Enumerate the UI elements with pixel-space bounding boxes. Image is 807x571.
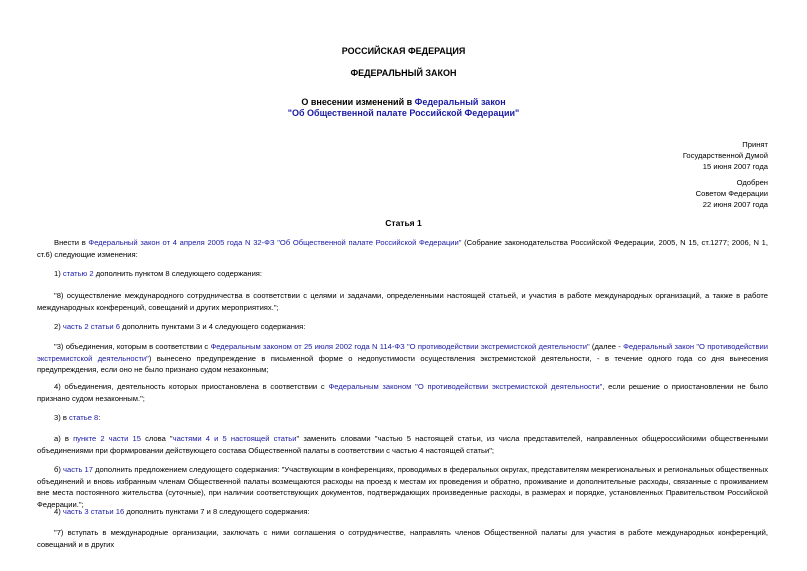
quote-point-8: "8) осуществление международного сотрудничества в соответствии с целями и задачами, определенными настоящей статьей, и участия в работе международных организаций, а также в работе международных конференций, совещаний и других мероприятиях."; (37, 291, 768, 312)
quote3-text-a: "3) объединения, которым в соответствии с (54, 342, 211, 351)
title-link-law-name[interactable]: "Об Общественной палате Российской Федерации" (287, 108, 520, 118)
approval-line1: Одобрен (736, 178, 768, 187)
title-prefix: О внесении изменений в (301, 97, 415, 107)
link-federal-law-32fz[interactable]: Федеральный закон от 4 апреля 2005 года N 32-ФЗ "Об Общественной палате Российской Федерации" (88, 238, 462, 247)
paragraph-intro (37, 237, 768, 260)
approval-line2: Советом Федерации (695, 189, 768, 198)
sub-a-text-a: а) в (54, 434, 74, 443)
quote3-text-c: ) вынесено предупреждение в письменной форме о недопустимости осуществления экстремистской деятельности, - в течение одного года со дня вынесения предупреждения, если оно не было признано судом незаконным; (37, 353, 768, 374)
article-title: Статья 1 (385, 218, 422, 228)
title-link-federal-law[interactable]: Федеральный закон (414, 97, 506, 107)
quote4-text-b: , если решение о приостановлении не было признано судом незаконным."; (37, 382, 769, 403)
country-heading: РОССИЙСКАЯ ФЕДЕРАЦИЯ (341, 46, 466, 56)
link-article-2[interactable]: статью 2 (62, 269, 94, 278)
approval-block (696, 177, 768, 210)
item-1 (37, 268, 768, 280)
adoption-date: 15 июня 2007 года (702, 162, 768, 171)
item4-text-b: дополнить пунктами 7 и 8 следующего содержания: (124, 507, 310, 516)
item2-text-b: дополнить пунктами 3 и 4 следующего содержания: (119, 322, 306, 331)
approval-date: 22 июня 2007 года (702, 200, 768, 209)
law-type-heading: ФЕДЕРАЛЬНЫЙ ЗАКОН (350, 68, 457, 78)
law-title (0, 97, 807, 119)
quote3-text-b: (далее - (589, 342, 624, 351)
item1-text-b: дополнить пунктом 8 следующего содержания: (93, 269, 263, 278)
item2-text-a: 2) (54, 322, 63, 331)
adoption-block (683, 139, 768, 172)
quote-point-3 (37, 341, 768, 376)
item4-text-a: 4) (54, 507, 63, 516)
quote-point-7: "7) вступать в международные организации, заключать с ними соглашения о сотрудничестве, направлять членов Общественной палаты для участия в работе международных конференций, совещаний и в других (37, 528, 768, 549)
adoption-line2: Государственной Думой (682, 151, 768, 160)
item3-text-b: : (98, 413, 101, 422)
subitem-b (37, 464, 768, 510)
link-part-17[interactable]: часть 17 (63, 465, 93, 474)
item-4 (37, 506, 768, 518)
item-3 (37, 412, 768, 424)
para1-text-a: Внести в (54, 238, 89, 247)
subitem-a (37, 433, 768, 456)
link-article-8[interactable]: статье 8 (69, 413, 99, 422)
link-parts-4-5[interactable]: частями 4 и 5 настоящей статьи (172, 434, 297, 443)
link-extremism-law[interactable]: Федеральный закон "О противодействии экстремистской деятельности" (37, 342, 769, 363)
item3-text-a: 3) в (54, 413, 70, 422)
link-extremism-law-2[interactable]: Федеральным законом "О противодействии экстремистской деятельности" (328, 382, 603, 391)
sub-b-text-b: дополнить предложением следующего содержания: "Участвующим в конференциях, проводимых в федеральных округах, представителям межрегиональных и региональных общественных объединений и вновь избранным членам Общественной палаты возмещаются расходы на проезд к местам их проведения и обратно, проживание и дополнительные расходы, связанные с проживанием вне места постоянного жительства (суточные), при наличии соответствующих документов, подтверждающих произведенные расходы, в размерах и порядке, установленных Правительством Российской Федерации."; (37, 465, 769, 509)
link-point2-part15[interactable]: пункте 2 части 15 (73, 434, 141, 443)
sub-a-text-c: " заменить словами "частью 5 настоящей статьи, из числа представителей, направленных общероссийскими общественными объединениями при формировании действующего состава Общественной палаты в соответствии с частью 4 настоящей статьи"; (37, 434, 768, 455)
quote4-text-a: 4) объединения, деятельность которых приостановлена в соответствии с (54, 382, 329, 391)
link-part3-article16[interactable]: часть 3 статьи 16 (62, 507, 125, 516)
quote-point-4 (37, 381, 768, 404)
link-federal-law-114fz[interactable]: Федеральным законом от 25 июля 2002 года N 114-ФЗ "О противодействии экстремистской деятельности" (210, 342, 590, 351)
item1-text-a: 1) (54, 269, 63, 278)
link-part2-article6[interactable]: часть 2 статьи 6 (62, 322, 120, 331)
sub-a-text-b: слова " (140, 434, 173, 443)
adoption-line1: Принят (742, 140, 768, 149)
item-2 (37, 321, 768, 333)
para1-text-b: (Собрание законодательства Российской Федерации, 2005, N 15, ст.1277; 2006, N 1, ст.6) следующие изменения: (37, 238, 768, 259)
sub-b-text-a: б) (54, 465, 64, 474)
